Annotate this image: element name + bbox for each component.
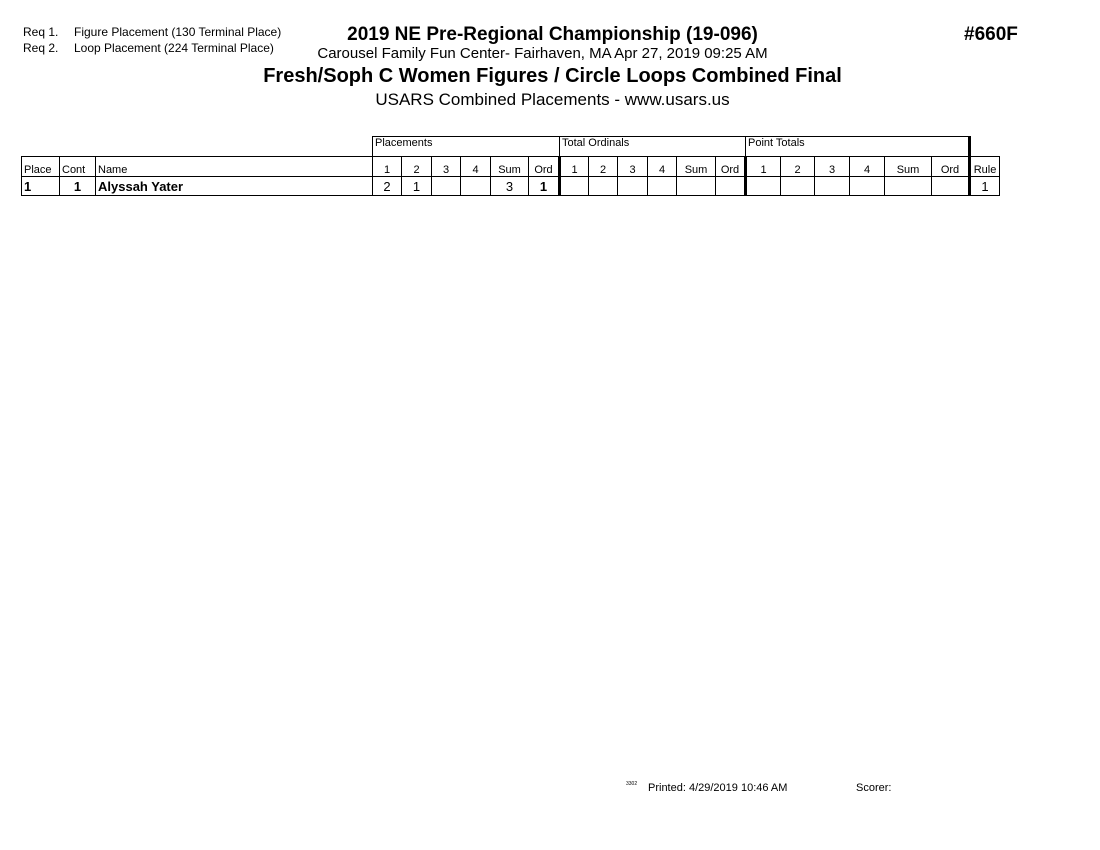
cell-points-sum [885,177,932,196]
cell-cont: 1 [60,177,96,196]
group-spacer [970,137,1000,157]
group-total-ordinals: Total Ordinals [560,137,746,157]
requirement-2-text: Loop Placement (224 Terminal Place) [74,41,274,55]
group-header-row [22,137,1000,157]
header-placement-1: 1 [373,157,402,177]
requirement-1-text: Figure Placement (130 Terminal Place) [74,25,282,39]
table-row [22,177,1000,196]
footer-mark: 3302 [626,781,638,787]
cell-placement-1: 2 [373,177,402,196]
cell-placement-ord: 1 [529,177,560,196]
column-header-row [22,157,1000,177]
cell-placement-3 [432,177,461,196]
header-points-1: 1 [746,157,781,177]
header-points-3: 3 [815,157,850,177]
cell-placement-2: 1 [402,177,432,196]
cell-points-3 [815,177,850,196]
header-rule: Rule [970,157,1000,177]
cell-points-ord [932,177,970,196]
header-place: Place [22,157,60,177]
event-venue: Carousel Family Fun Center- Fairhaven, MA Apr 27, 2019 09:25 AM [317,45,768,62]
header-ordinal-1: 1 [560,157,589,177]
header-points-2: 2 [781,157,815,177]
event-title: 2019 NE Pre-Regional Championship (19-096) [347,24,758,45]
header-ordinal-2: 2 [589,157,618,177]
header-ordinal-4: 4 [648,157,677,177]
header-placement-sum: Sum [491,157,529,177]
footer-scorer: Scorer: [856,782,892,794]
header-ordinal-ord: Ord [716,157,746,177]
cell-points-2 [781,177,815,196]
header-points-sum: Sum [885,157,932,177]
cell-placement-sum: 3 [491,177,529,196]
results-table [21,136,1000,196]
cell-name: Alyssah Yater [96,177,373,196]
requirement-1-number: Req 1. [23,25,59,39]
header-ordinal-3: 3 [618,157,648,177]
page-subtitle: USARS Combined Placements - www.usars.us [375,90,730,109]
cell-ordinal-3 [618,177,648,196]
group-spacer [22,137,373,157]
cell-ordinal-4 [648,177,677,196]
footer-printed: Printed: 4/29/2019 10:46 AM [648,782,788,794]
cell-ordinal-1 [560,177,589,196]
group-point-totals: Point Totals [746,137,970,157]
header-ordinal-sum: Sum [677,157,716,177]
cell-placement-4 [461,177,491,196]
header-points-4: 4 [850,157,885,177]
header-placement-4: 4 [461,157,491,177]
header-points-ord: Ord [932,157,970,177]
cell-ordinal-sum [677,177,716,196]
header-placement-2: 2 [402,157,432,177]
cell-ordinal-2 [589,177,618,196]
header-name: Name [96,157,373,177]
event-number: #660F [964,24,1018,45]
group-placements: Placements [373,137,560,157]
page-title: Fresh/Soph C Women Figures / Circle Loops Combined Final [263,65,842,87]
header-placement-3: 3 [432,157,461,177]
cell-points-4 [850,177,885,196]
cell-place: 1 [22,177,60,196]
header-placement-ord: Ord [529,157,560,177]
cell-ordinal-ord [716,177,746,196]
header-cont: Cont [60,157,96,177]
cell-rule: 1 [970,177,1000,196]
requirement-2-number: Req 2. [23,41,59,55]
cell-points-1 [746,177,781,196]
